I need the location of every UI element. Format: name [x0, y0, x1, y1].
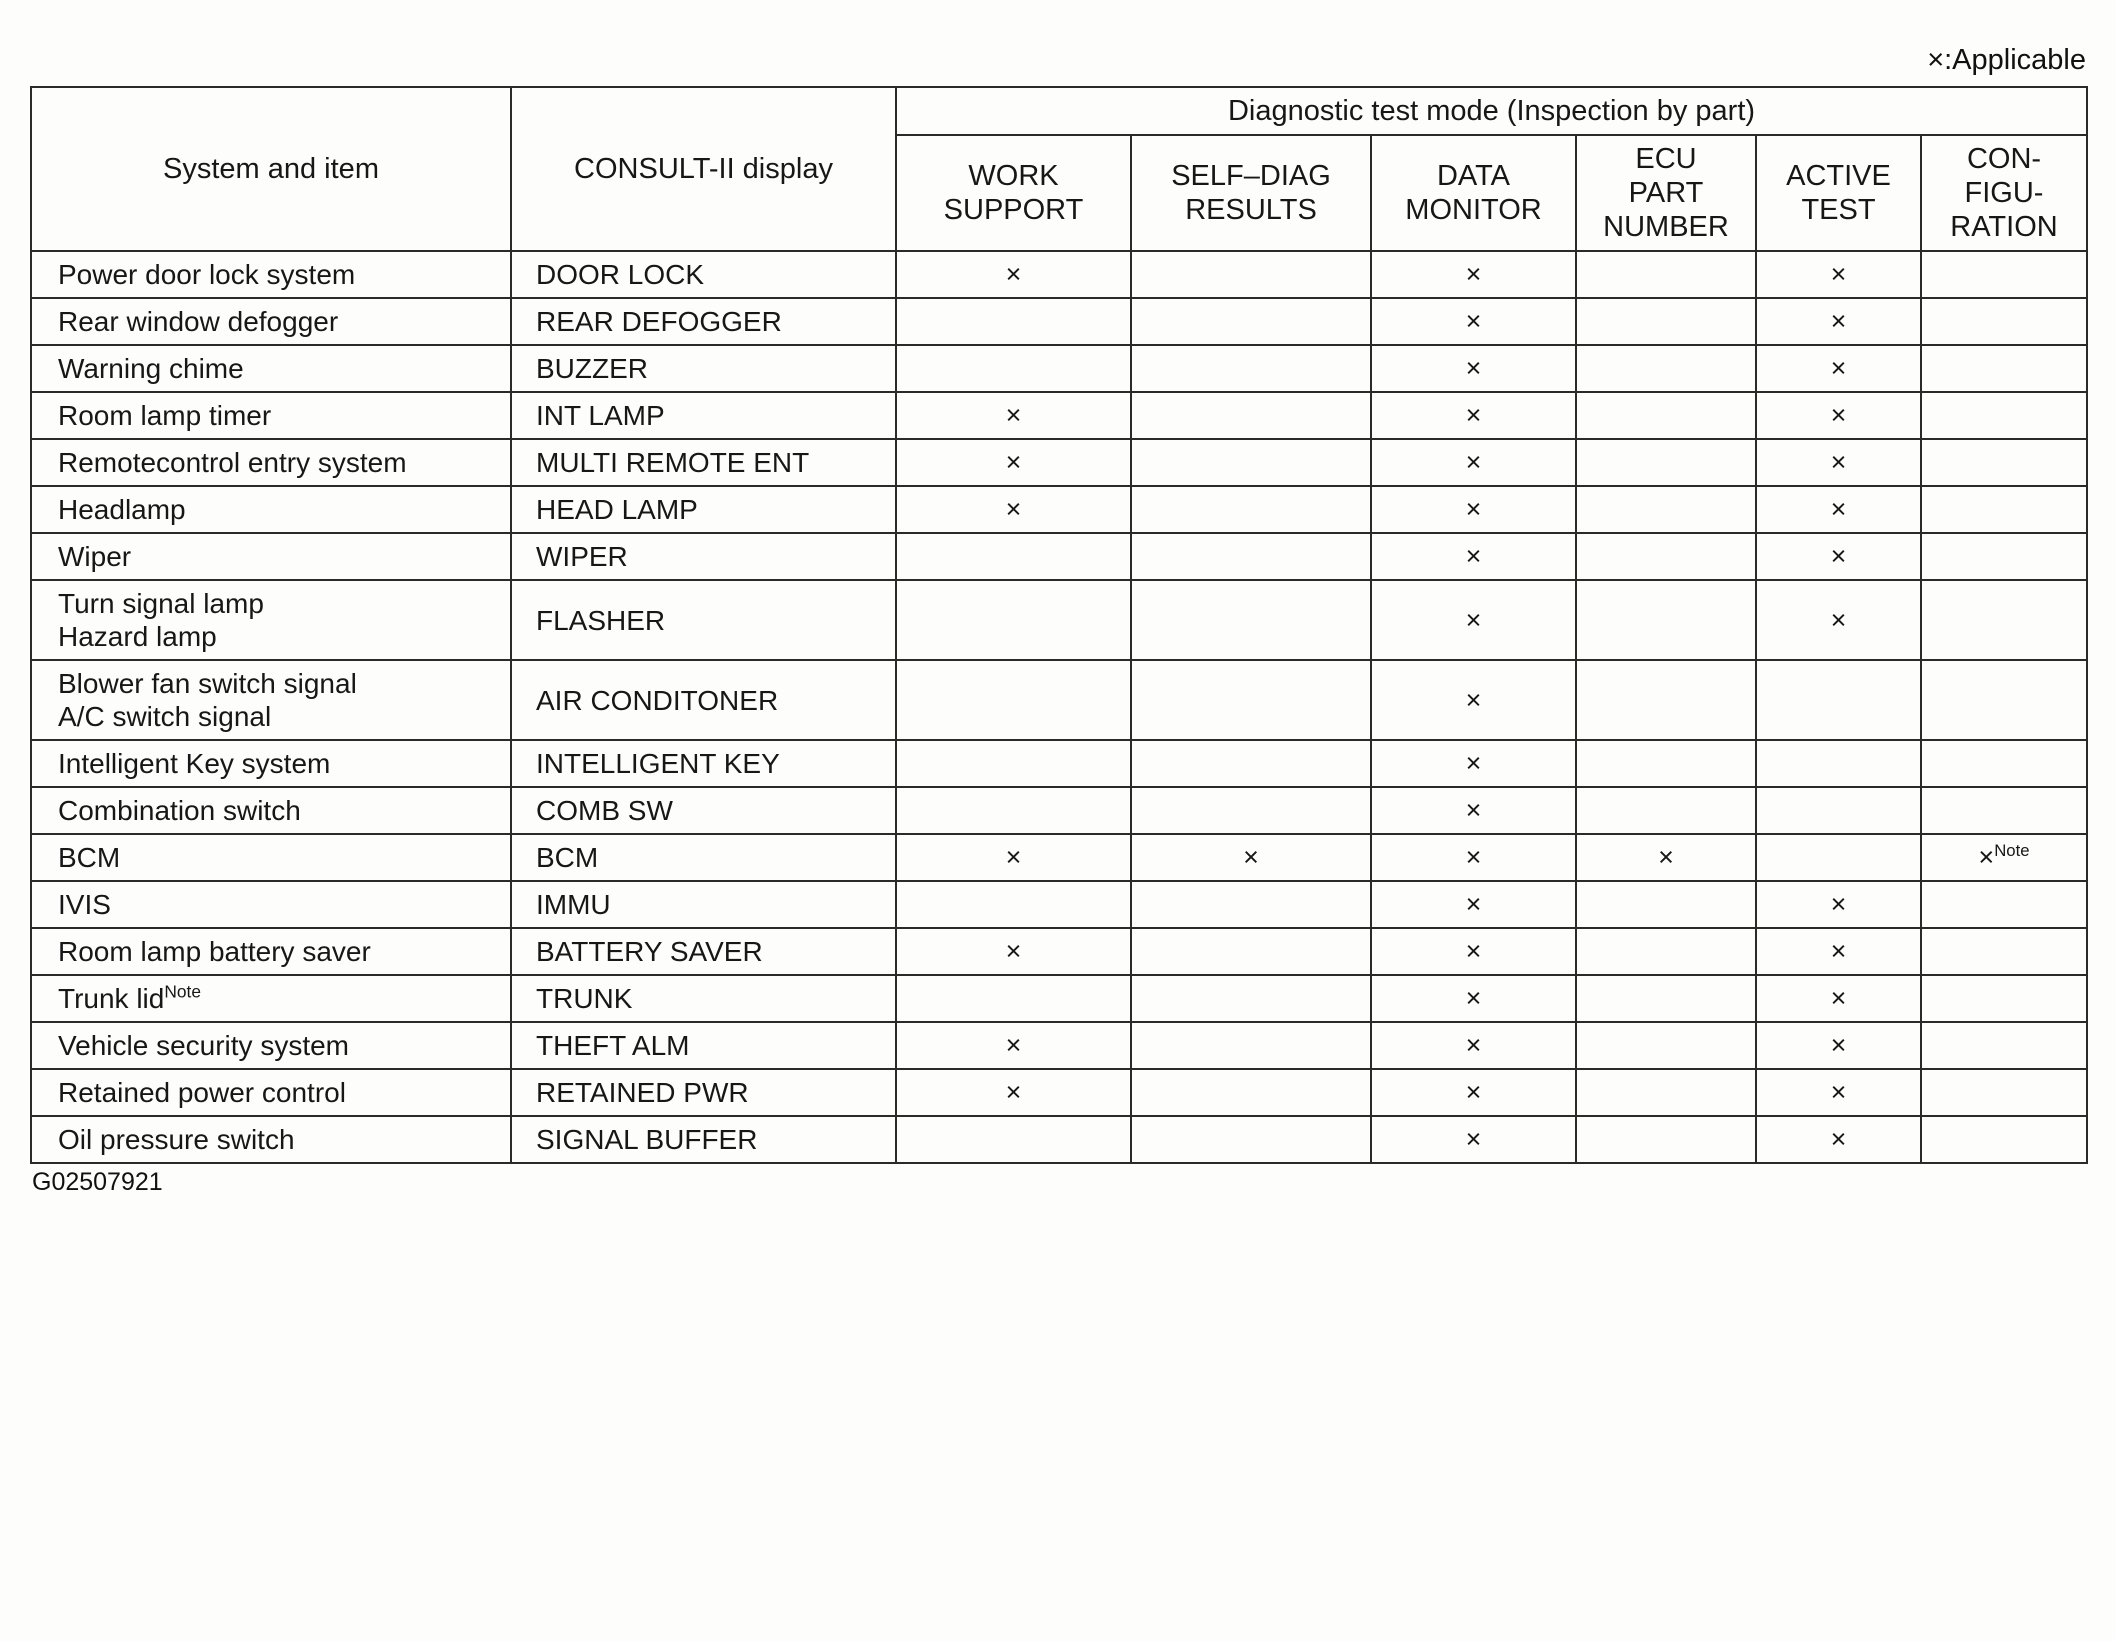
applicability-mark-cell: × [1371, 251, 1576, 298]
applicability-mark-cell: × [1371, 439, 1576, 486]
applicability-mark-cell: × [1371, 1069, 1576, 1116]
system-item-cell: Remotecontrol entry system [31, 439, 511, 486]
applicability-mark-cell [896, 787, 1131, 834]
table-row [31, 1069, 2087, 1116]
applicability-mark-cell [1576, 251, 1756, 298]
mode-column-header: DATA MONITOR [1371, 135, 1576, 251]
table-row [31, 975, 2087, 1022]
applicability-mark-cell: × [1756, 392, 1921, 439]
consult-display-cell: IMMU [511, 881, 896, 928]
applicability-mark-cell [1131, 486, 1371, 533]
applicability-mark-cell [1576, 975, 1756, 1022]
applicability-mark-cell: × [896, 834, 1131, 881]
applicability-mark-cell: × [1371, 881, 1576, 928]
applicability-mark-cell [1576, 1069, 1756, 1116]
applicability-mark-cell: × [1371, 1116, 1576, 1163]
applicability-mark-cell: × [1756, 345, 1921, 392]
system-item-cell: Retained power control [31, 1069, 511, 1116]
applicability-mark-cell: × [1371, 298, 1576, 345]
applicability-mark-cell [1576, 740, 1756, 787]
applicability-mark-cell [896, 298, 1131, 345]
applicability-mark-cell [1131, 439, 1371, 486]
table-row [31, 1116, 2087, 1163]
applicability-mark-cell [1576, 660, 1756, 740]
applicability-mark-cell [1576, 298, 1756, 345]
system-item-cell: BCM [31, 834, 511, 881]
applicability-mark-cell [1576, 787, 1756, 834]
applicability-mark-cell: × [1756, 439, 1921, 486]
table-row [31, 439, 2087, 486]
applicability-mark-cell: × [1756, 251, 1921, 298]
applicability-mark-cell [1756, 834, 1921, 881]
applicability-mark-cell [1131, 881, 1371, 928]
mode-column-header: ECU PART NUMBER [1576, 135, 1756, 251]
applicability-mark-cell: × [1756, 1116, 1921, 1163]
applicability-mark-cell [896, 881, 1131, 928]
system-item-cell: Vehicle security system [31, 1022, 511, 1069]
applicability-mark-cell: × [1371, 486, 1576, 533]
applicability-mark-cell: × [1371, 975, 1576, 1022]
applicability-mark-cell [1131, 345, 1371, 392]
applicability-mark-cell [1921, 787, 2087, 834]
consult-display-cell: AIR CONDITONER [511, 660, 896, 740]
consult-display-cell: THEFT ALM [511, 1022, 896, 1069]
table-row [31, 928, 2087, 975]
applicability-mark-cell [1131, 740, 1371, 787]
applicability-mark-cell: × [896, 1022, 1131, 1069]
consult-display-cell: BCM [511, 834, 896, 881]
applicability-mark-cell [1576, 392, 1756, 439]
applicability-mark-cell [1921, 928, 2087, 975]
applicability-mark-cell [1756, 740, 1921, 787]
applicability-mark-cell: × [1756, 928, 1921, 975]
system-item-cell: Room lamp timer [31, 392, 511, 439]
applicability-mark-cell: × [1756, 881, 1921, 928]
applicability-mark-cell [1576, 1116, 1756, 1163]
applicability-mark-cell: × [1131, 834, 1371, 881]
applicability-mark-cell [1131, 392, 1371, 439]
applicability-mark-cell: × [1756, 533, 1921, 580]
consult-display-cell: MULTI REMOTE ENT [511, 439, 896, 486]
applicability-mark-cell: × [896, 439, 1131, 486]
applicability-mark-cell [1131, 928, 1371, 975]
table-row [31, 251, 2087, 298]
applicability-mark-cell [1921, 975, 2087, 1022]
system-item-cell: Intelligent Key system [31, 740, 511, 787]
applicability-mark-cell [1921, 392, 2087, 439]
applicability-mark-cell [1921, 740, 2087, 787]
system-item-cell: IVIS [31, 881, 511, 928]
table-row [31, 1022, 2087, 1069]
applicability-mark-cell [1131, 975, 1371, 1022]
figure-code: G02507921 [32, 1168, 163, 1196]
table-row [31, 787, 2087, 834]
applicability-mark-cell [1131, 533, 1371, 580]
applicability-mark-cell [1921, 1116, 2087, 1163]
header-consult-ii-display: CONSULT-II display [511, 87, 896, 251]
table-row [31, 580, 2087, 660]
applicability-mark-cell: × [896, 486, 1131, 533]
applicability-mark-cell [1131, 298, 1371, 345]
applicability-mark-cell: × [896, 392, 1131, 439]
applicability-mark-cell [896, 345, 1131, 392]
applicability-mark-cell [1756, 787, 1921, 834]
applicability-mark-cell [1576, 580, 1756, 660]
applicability-mark-cell [1576, 486, 1756, 533]
applicability-mark-cell [896, 533, 1131, 580]
consult-display-cell: DOOR LOCK [511, 251, 896, 298]
applicability-mark-cell: × [1371, 834, 1576, 881]
table-row [31, 392, 2087, 439]
table-row [31, 740, 2087, 787]
applicability-mark-cell [1131, 251, 1371, 298]
applicability-mark-cell: × [1371, 787, 1576, 834]
applicability-mark-cell [1576, 439, 1756, 486]
mode-column-header: SELF–DIAG RESULTS [1131, 135, 1371, 251]
applicability-mark-cell [896, 740, 1131, 787]
system-item-cell: Rear window defogger [31, 298, 511, 345]
applicability-mark-cell [1921, 298, 2087, 345]
table-body [31, 251, 2087, 1163]
system-item-cell: Room lamp battery saver [31, 928, 511, 975]
applicability-mark-cell: × [1756, 975, 1921, 1022]
consult-display-cell: INTELLIGENT KEY [511, 740, 896, 787]
applicability-mark-cell: × [1576, 834, 1756, 881]
system-item-cell: Blower fan switch signal A/C switch signal [31, 660, 511, 740]
applicability-mark-cell [1921, 660, 2087, 740]
applicability-mark-cell [1921, 486, 2087, 533]
table-row [31, 533, 2087, 580]
applicability-mark-cell [1131, 1022, 1371, 1069]
consult-display-cell: INT LAMP [511, 392, 896, 439]
applicability-mark-cell [1131, 1116, 1371, 1163]
applicability-mark-cell: × [1371, 533, 1576, 580]
applicability-mark-cell: ×$^{Note}$ [1921, 834, 2087, 881]
system-item-cell: Power door lock system [31, 251, 511, 298]
applicable-legend: ×:Applicable [1927, 44, 2086, 76]
header-system-and-item: System and item [31, 87, 511, 251]
applicability-mark-cell: × [1371, 740, 1576, 787]
header-diagnostic-test-mode: Diagnostic test mode (Inspection by part) [896, 87, 2087, 135]
applicability-mark-cell [1756, 660, 1921, 740]
applicability-mark-cell [896, 975, 1131, 1022]
consult-display-cell: BATTERY SAVER [511, 928, 896, 975]
applicability-mark-cell [1921, 881, 2087, 928]
applicability-mark-cell: × [1371, 928, 1576, 975]
applicability-mark-cell: × [1371, 580, 1576, 660]
applicability-mark-cell [1921, 1022, 2087, 1069]
diagnostic-test-mode-table [30, 86, 2088, 1164]
table-row [31, 881, 2087, 928]
applicability-mark-cell [1576, 1022, 1756, 1069]
table-header [31, 87, 2087, 251]
system-item-cell: Wiper [31, 533, 511, 580]
table-row [31, 834, 2087, 881]
table-row [31, 486, 2087, 533]
consult-display-cell: REAR DEFOGGER [511, 298, 896, 345]
applicability-mark-cell: × [896, 251, 1131, 298]
applicability-mark-cell: × [1756, 486, 1921, 533]
applicability-mark-cell: × [1756, 298, 1921, 345]
applicability-mark-cell [1576, 881, 1756, 928]
applicability-mark-cell [1921, 580, 2087, 660]
applicability-mark-cell: × [1371, 1022, 1576, 1069]
applicability-mark-cell: × [1371, 345, 1576, 392]
mode-column-header: ACTIVE TEST [1756, 135, 1921, 251]
applicability-mark-cell [1921, 1069, 2087, 1116]
applicability-mark-cell: × [1371, 660, 1576, 740]
consult-display-cell: SIGNAL BUFFER [511, 1116, 896, 1163]
consult-display-cell: HEAD LAMP [511, 486, 896, 533]
applicability-mark-cell [1921, 345, 2087, 392]
system-item-cell: Combination switch [31, 787, 511, 834]
consult-display-cell: RETAINED PWR [511, 1069, 896, 1116]
applicability-mark-cell [1131, 580, 1371, 660]
consult-display-cell: TRUNK [511, 975, 896, 1022]
applicability-mark-cell: × [896, 1069, 1131, 1116]
consult-display-cell: COMB SW [511, 787, 896, 834]
applicability-mark-cell [1131, 660, 1371, 740]
applicability-mark-cell [1576, 345, 1756, 392]
applicability-mark-cell: × [1756, 1022, 1921, 1069]
applicability-mark-cell [1921, 533, 2087, 580]
applicability-mark-cell [896, 1116, 1131, 1163]
applicability-mark-cell [896, 660, 1131, 740]
applicability-mark-cell: × [1756, 1069, 1921, 1116]
consult-display-cell: WIPER [511, 533, 896, 580]
table-row [31, 345, 2087, 392]
system-item-cell: Warning chime [31, 345, 511, 392]
system-item-cell: Headlamp [31, 486, 511, 533]
consult-display-cell: FLASHER [511, 580, 896, 660]
applicability-mark-cell [1576, 533, 1756, 580]
applicability-mark-cell [1921, 251, 2087, 298]
applicability-mark-cell: × [1371, 392, 1576, 439]
mode-column-header: WORK SUPPORT [896, 135, 1131, 251]
applicability-mark-cell: × [1756, 580, 1921, 660]
applicability-mark-cell [896, 580, 1131, 660]
table-row [31, 660, 2087, 740]
system-item-cell: Turn signal lamp Hazard lamp [31, 580, 511, 660]
system-item-cell: Oil pressure switch [31, 1116, 511, 1163]
system-item-cell: Trunk lid$^{Note}$ [31, 975, 511, 1022]
applicability-mark-cell [1576, 928, 1756, 975]
applicability-mark-cell: × [896, 928, 1131, 975]
table-row [31, 298, 2087, 345]
applicability-mark-cell [1921, 439, 2087, 486]
applicability-mark-cell [1131, 787, 1371, 834]
applicability-mark-cell [1131, 1069, 1371, 1116]
mode-column-header: CON- FIGU- RATION [1921, 135, 2087, 251]
consult-display-cell: BUZZER [511, 345, 896, 392]
